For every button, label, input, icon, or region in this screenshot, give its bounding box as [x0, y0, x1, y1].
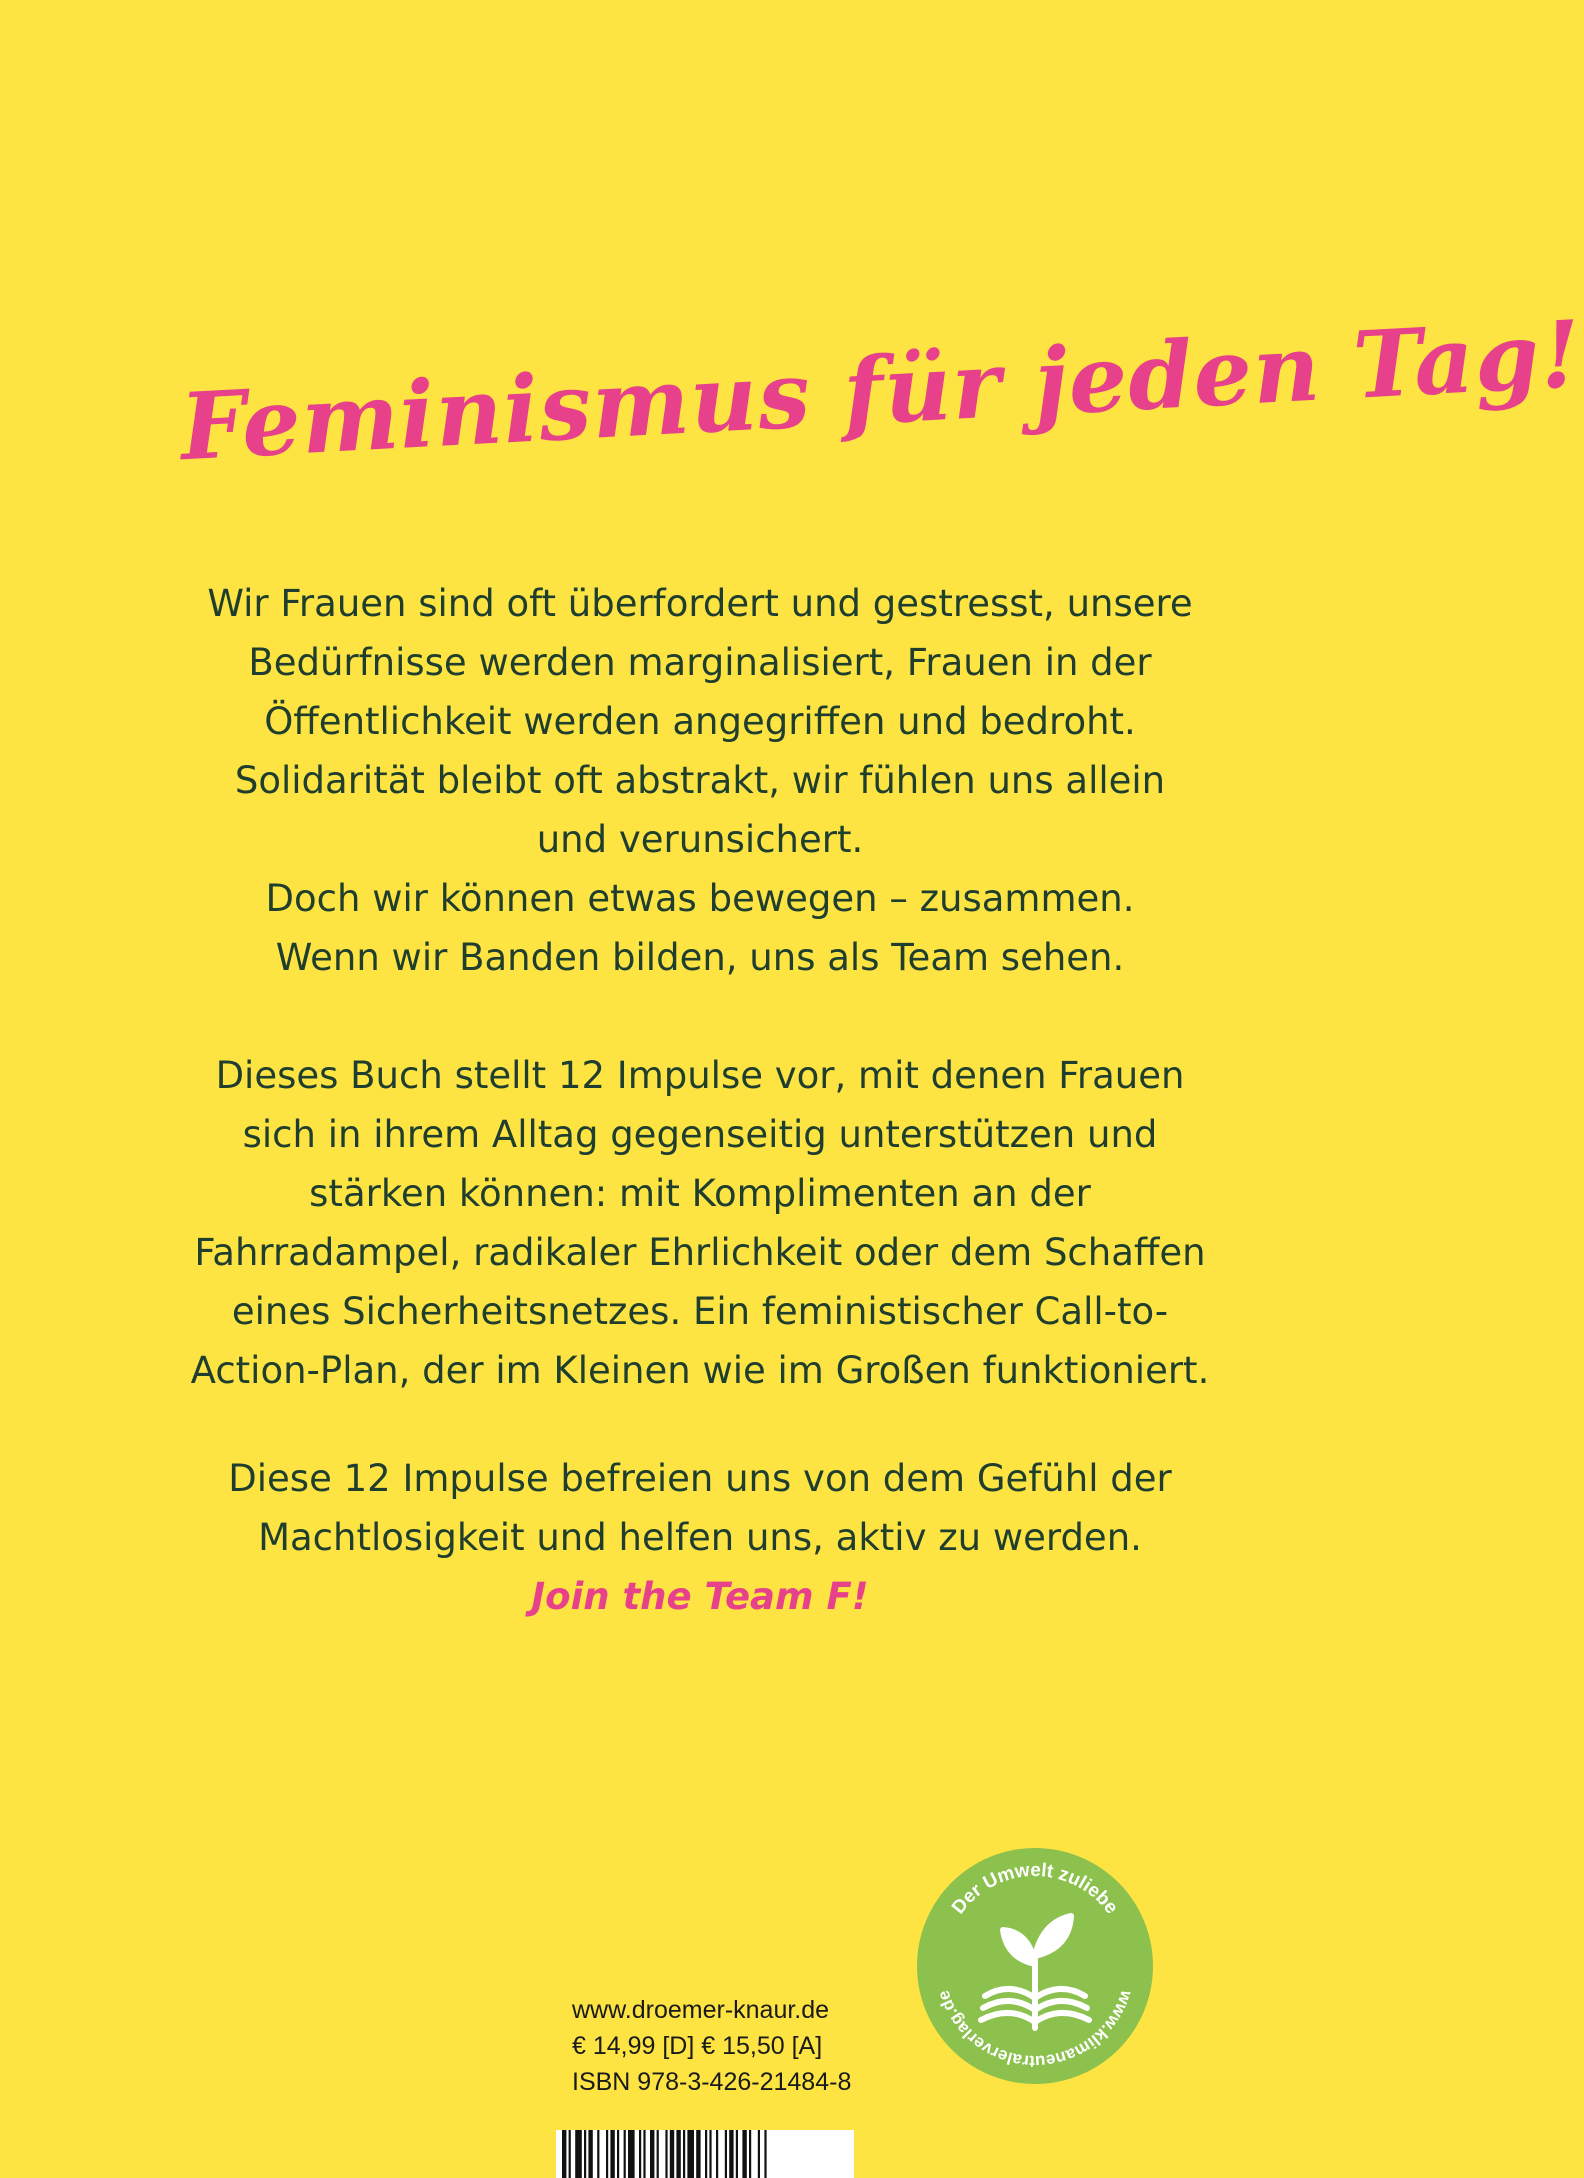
barcode-bar	[716, 2130, 718, 2178]
publisher-imprint	[572, 1992, 851, 2100]
barcode-bar	[617, 2130, 619, 2178]
blurb-line: eines Sicherheitsnetzes. Ein feministischer Call-to-	[231, 1290, 1169, 1333]
barcode-bar	[683, 2130, 685, 2178]
blurb-line: Öffentlichkeit werden angegriffen und bedroht.	[264, 700, 1136, 743]
blurb-line: und verunsichert.	[536, 818, 864, 861]
barcode-bar	[725, 2130, 727, 2178]
barcode-bar	[729, 2130, 733, 2178]
blurb-line: sich in ihrem Alltag gegenseitig unterstützen und	[242, 1113, 1158, 1156]
barcode-bar	[709, 2130, 711, 2178]
blurb-line: Solidarität bleibt oft abstrakt, wir fühlen uns allein	[234, 759, 1166, 802]
publisher-website: www.droemer-knaur.de	[572, 1996, 830, 2024]
blurb-line: Diese 12 Impulse befreien uns von dem Gefühl der	[228, 1457, 1172, 1500]
barcode-bar	[749, 2130, 751, 2178]
barcode-bar	[665, 2130, 667, 2178]
barcode-bar	[588, 2130, 592, 2178]
barcode-bar	[575, 2130, 582, 2178]
blurb-paragraph-3	[130, 1449, 1270, 1626]
blurb-line: Machtlosigkeit und helfen uns, aktiv zu werden.	[258, 1516, 1142, 1559]
barcode-bar	[736, 2130, 738, 2178]
barcode-bar	[657, 2130, 659, 2178]
blurb-line: Dieses Buch stellt 12 Impulse vor, mit denen Frauen	[215, 1054, 1185, 1097]
barcode-icon	[556, 2130, 854, 2178]
headline: Feminismus für jeden Tag!	[177, 299, 1584, 482]
call-to-action: Join the Team F!	[531, 1575, 869, 1618]
barcode-bar	[624, 2130, 626, 2178]
barcode-bar	[687, 2130, 694, 2178]
barcode-bar	[584, 2130, 586, 2178]
badge-bottom-text: www.klimaneutralerverlag.de	[933, 1988, 1137, 2072]
barcode-bar	[670, 2130, 674, 2178]
barcode-bar	[639, 2130, 641, 2178]
barcode-bar	[628, 2130, 635, 2178]
barcode-bar	[650, 2130, 654, 2178]
blurb-line: Wir Frauen sind oft überfordert und gestresst, unsere	[207, 582, 1193, 625]
blurb-line: Fahrradampel, radikaler Ehrlichkeit oder dem Schaffen	[194, 1231, 1206, 1274]
barcode-bar	[705, 2130, 707, 2178]
barcode-bar	[562, 2130, 566, 2178]
barcode-bar	[758, 2130, 760, 2178]
blurb-line: stärken können: mit Komplimenten an der	[309, 1172, 1091, 1215]
badge-top-text: Der Umwelt zuliebe	[948, 1859, 1123, 1919]
blurb-paragraph-2	[130, 1046, 1270, 1400]
blurb-line: Bedürfnisse werden marginalisiert, Frauen in der	[248, 641, 1152, 684]
blurb-paragraph-1	[130, 574, 1270, 987]
blurb-line: Action-Plan, der im Kleinen wie im Großen funktioniert.	[190, 1349, 1210, 1392]
eco-badge	[915, 1846, 1155, 2086]
blurb-line: Doch wir können etwas bewegen – zusammen.	[265, 877, 1135, 920]
barcode-bar	[643, 2130, 645, 2178]
barcode-bar	[606, 2130, 608, 2178]
barcode-bar	[742, 2130, 746, 2178]
price-label: € 14,99 [D] € 15,50 [A]	[572, 2032, 823, 2060]
barcode-bar	[696, 2130, 700, 2178]
blurb-line: Wenn wir Banden bilden, uns als Team sehen.	[275, 936, 1125, 979]
barcode-bar	[569, 2130, 571, 2178]
barcode-bar	[676, 2130, 680, 2178]
barcode-bar	[597, 2130, 599, 2178]
barcode-bar	[610, 2130, 614, 2178]
barcode-bar	[764, 2130, 766, 2178]
isbn-label: ISBN 978-3-426-21484-8	[572, 2068, 852, 2096]
